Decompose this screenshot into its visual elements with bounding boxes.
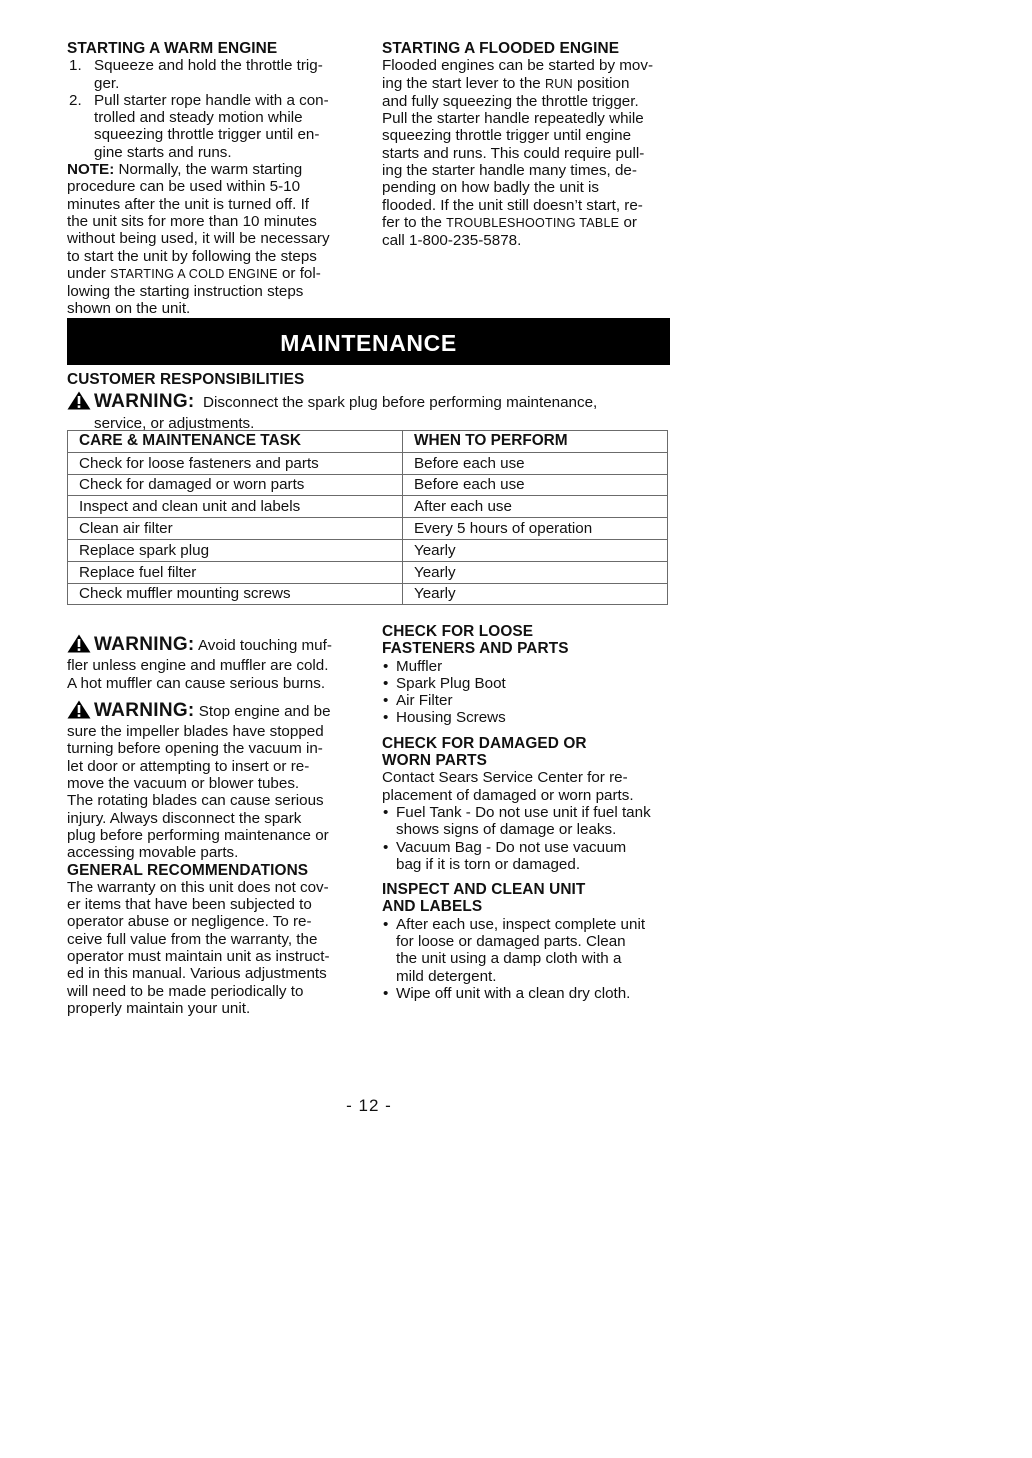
text-line: ed in this manual. Various adjustments — [67, 965, 327, 983]
text-line: placement of damaged or worn parts. — [382, 786, 634, 804]
bullet-icon: • — [383, 838, 389, 856]
when-cell: Every 5 hours of operation — [403, 518, 668, 540]
when-cell: Yearly — [403, 539, 668, 561]
table-row — [68, 518, 668, 540]
text-line: squeezing throttle trigger until engine — [382, 127, 632, 145]
heading-line: CHECK FOR DAMAGED OR — [382, 734, 587, 752]
list-item: • Air Filter — [383, 692, 453, 710]
warm-note — [67, 161, 367, 318]
heading-line: WORN PARTS — [382, 752, 488, 770]
heading-line: INSPECT AND CLEAN UNIT — [382, 881, 586, 899]
task-cell: Replace spark plug — [68, 539, 403, 561]
table-row — [68, 583, 668, 605]
text-line: Avoid touching muf- — [194, 637, 332, 654]
text-line: operator abuse or negligence. To re- — [67, 913, 312, 931]
text-line: without being used, it will be necessary — [67, 230, 330, 248]
text-line: let door or attempting to insert or re- — [67, 757, 310, 775]
loose-fasteners-list — [382, 658, 682, 727]
warm-step-1 — [67, 57, 367, 92]
left-warnings-column — [67, 634, 367, 1017]
text-line: service, or adjustments. — [94, 414, 255, 432]
list-item: • Wipe off unit with a clean dry cloth. — [383, 984, 631, 1002]
text-line: ger. — [94, 74, 120, 92]
customer-responsibilities — [67, 371, 677, 432]
loose-fasteners-heading — [382, 623, 682, 658]
step-number: 1. — [69, 57, 82, 75]
text-line: plug before performing maintenance or — [67, 826, 329, 844]
heading-line: FASTENERS AND PARTS — [382, 640, 569, 658]
bullet-icon: • — [383, 915, 389, 933]
text-line: the unit sits for more than 10 minutes — [67, 212, 317, 230]
table-row — [68, 539, 668, 561]
general-recommendations-heading: GENERAL RECOMMENDATIONS — [67, 861, 309, 879]
table-header-row — [68, 431, 668, 453]
text-line: starts and runs. This could require pull- — [382, 144, 645, 162]
bullet-icon: • — [383, 803, 389, 821]
text-line: operator must maintain unit as instruct- — [67, 948, 330, 966]
bullet-icon: • — [383, 709, 389, 727]
spark-plug-warning — [67, 391, 677, 414]
text-line: ing the starter handle many times, de- — [382, 162, 637, 180]
text-line: under — [67, 264, 111, 282]
text-line: fer to the — [382, 213, 447, 231]
when-cell: Yearly — [403, 561, 668, 583]
maintenance-schedule-table — [67, 430, 668, 605]
text-line: move the vacuum or blower tubes. — [67, 775, 300, 793]
text-line: position — [572, 74, 630, 92]
text-line: Normally, the warm starting — [114, 161, 303, 179]
text-line: properly maintain your unit. — [67, 999, 251, 1017]
text-line: pending on how badly the unit is — [382, 179, 600, 197]
list-item: • Muffler — [383, 657, 443, 675]
list-item: • Vacuum Bag - Do not use vacuum bag if it is torn or damaged. — [383, 838, 627, 873]
task-cell: Replace fuel filter — [68, 561, 403, 583]
text-line: turning before opening the vacuum in- — [67, 740, 323, 758]
page-number: - 12 - — [346, 1096, 392, 1115]
text-line: The warranty on this unit does not cov- — [67, 878, 329, 896]
heading-line: CHECK FOR LOOSE — [382, 623, 534, 640]
text-line: shown on the unit. — [67, 300, 191, 318]
list-item: • Spark Plug Boot — [383, 674, 506, 692]
warning-label: WARNING: — [94, 699, 195, 721]
heading-line: AND LABELS — [382, 898, 483, 916]
text-line: to start the unit by following the steps — [67, 247, 317, 265]
list-item: • Fuel Tank - Do not use unit if fuel tank shows signs of damage or leaks. — [383, 803, 651, 839]
task-cell: Inspect and clean unit and labels — [68, 496, 403, 518]
text-line: Stop engine and be — [194, 702, 331, 720]
text-line: fler unless engine and muffler are cold. — [67, 657, 329, 675]
text-line: ceive full value from the warranty, the — [67, 930, 318, 948]
maintenance-banner: MAINTENANCE — [67, 318, 670, 365]
list-item: • After each use, inspect complete unit for loose or damaged parts. Clean the unit using a damp cloth with a mild detergent. — [383, 915, 646, 985]
bullet-icon: • — [383, 657, 389, 675]
text-line: er items that have been subjected to — [67, 896, 312, 914]
task-cell: Check muffler mounting screws — [68, 583, 403, 605]
text-line: or — [619, 213, 637, 231]
text-line: trolled and steady motion while — [94, 109, 303, 127]
text-line: Pull the starter handle repeatedly while — [382, 110, 644, 128]
impeller-warning — [67, 700, 367, 723]
text-line: gine starts and runs. — [94, 143, 232, 161]
text-line: injury. Always disconnect the spark — [67, 809, 302, 827]
warm-step-2 — [67, 92, 367, 161]
warm-engine-section — [67, 40, 367, 318]
text-line: squeezing throttle trigger until en- — [94, 126, 320, 144]
text-line: Contact Sears Service Center for re- — [382, 769, 628, 787]
text-line: Flooded engines can be started by mov- — [382, 57, 654, 75]
troubleshooting-reference: TROUBLESHOOTING TABLE — [446, 215, 620, 230]
text-line: ing the start lever to the — [382, 74, 545, 92]
text-line: minutes after the unit is turned off. If — [67, 195, 310, 213]
table-row — [68, 561, 668, 583]
text-line: Disconnect the spark plug before performing maintenance, — [194, 394, 598, 412]
warning-label: WARNING: — [94, 634, 195, 655]
when-cell: Before each use — [403, 474, 668, 496]
damaged-parts-heading — [382, 735, 682, 770]
inspect-clean-list — [382, 916, 682, 1002]
warning-triangle-icon — [67, 634, 91, 657]
text-line: The rotating blades can cause serious — [67, 792, 324, 810]
right-checks-column — [382, 623, 682, 1002]
text-line: Squeeze and hold the throttle trig- — [94, 57, 323, 75]
text-line: Pull starter rope handle with a con- — [94, 91, 329, 109]
text-line: accessing movable parts. — [67, 844, 239, 862]
muffler-warning — [67, 634, 367, 657]
text-line: will need to be made periodically to — [67, 982, 304, 1000]
warning-label: WARNING: — [94, 391, 195, 413]
when-cell: Yearly — [403, 583, 668, 605]
column-header-when: WHEN TO PERFORM — [403, 431, 668, 453]
text-line: flooded. If the unit still doesn’t start, re- — [382, 196, 643, 214]
flooded-engine-section — [382, 40, 682, 250]
when-cell: After each use — [403, 496, 668, 518]
task-cell: Check for damaged or worn parts — [68, 474, 403, 496]
customer-heading: CUSTOMER RESPONSIBILITIES — [67, 371, 305, 388]
warm-engine-steps — [67, 57, 367, 161]
bullet-icon: • — [383, 984, 389, 1002]
warning-triangle-icon — [67, 391, 91, 414]
note-label: NOTE: — [67, 161, 115, 179]
run-position-label: RUN — [544, 76, 573, 91]
task-cell: Check for loose fasteners and parts — [68, 452, 403, 474]
bullet-icon: • — [383, 692, 389, 710]
step-number: 2. — [69, 91, 82, 109]
task-cell: Clean air filter — [68, 518, 403, 540]
damaged-parts-list — [382, 804, 682, 873]
list-item: • Housing Screws — [383, 709, 506, 727]
when-cell: Before each use — [403, 452, 668, 474]
text-line: lowing the starting instruction steps — [67, 283, 304, 301]
table-row — [68, 496, 668, 518]
text-line: or fol- — [277, 264, 321, 282]
phone-line: call 1-800-235-5878. — [382, 232, 522, 250]
text-line: procedure can be used within 5-10 — [67, 178, 301, 196]
warning-triangle-icon — [67, 700, 91, 723]
bullet-icon: • — [383, 674, 389, 692]
cold-engine-reference: STARTING A COLD ENGINE — [110, 266, 278, 281]
text-line: and fully squeezing the throttle trigger. — [382, 92, 639, 110]
inspect-clean-heading — [382, 881, 682, 916]
flooded-engine-heading: STARTING A FLOODED ENGINE — [382, 40, 620, 57]
table-row — [68, 474, 668, 496]
text-line: sure the impeller blades have stopped — [67, 723, 324, 741]
table-row — [68, 452, 668, 474]
text-line: A hot muffler can cause serious burns. — [67, 674, 326, 692]
column-header-task: CARE & MAINTENANCE TASK — [68, 431, 403, 453]
warm-engine-heading: STARTING A WARM ENGINE — [67, 40, 278, 57]
